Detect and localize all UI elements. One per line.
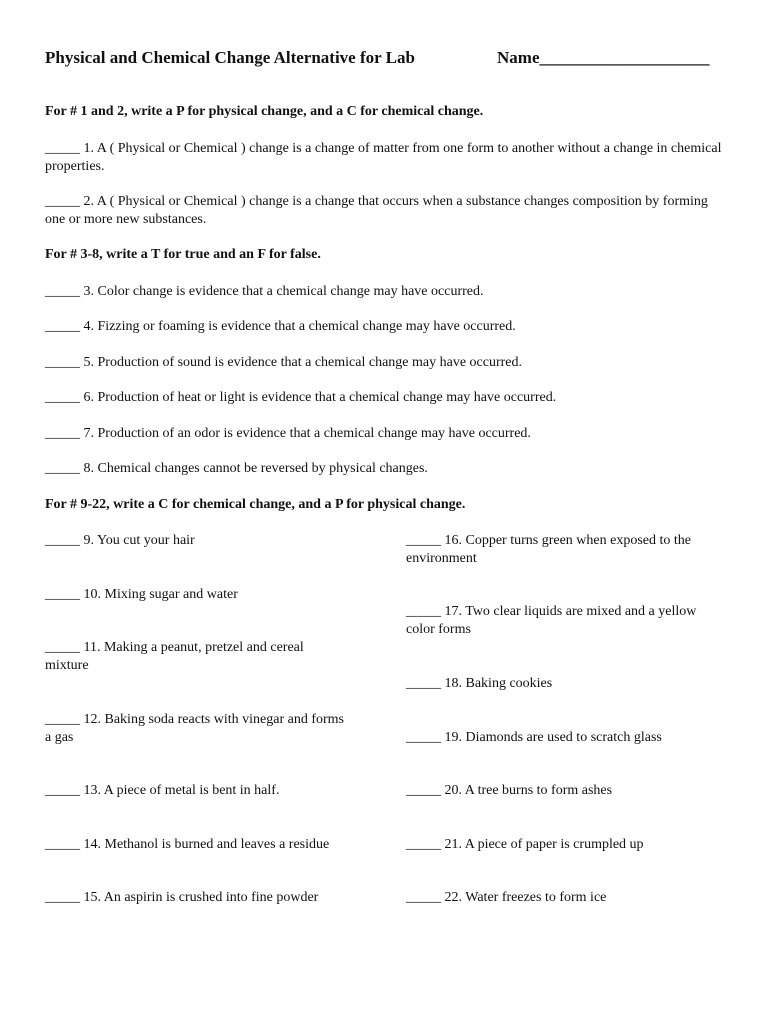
question-1: _____ 1. A ( Physical or Chemical ) change is a change of matter from one form to another without a change in chemical properties. (45, 141, 722, 174)
worksheet-title: Physical and Chemical Change Alternative for Lab (45, 48, 415, 67)
question-11: _____ 11. Making a peanut, pretzel and cereal mixture (45, 640, 304, 673)
question-15: _____ 15. An aspirin is crushed into fine powder (45, 890, 319, 905)
question-18: _____ 18. Baking cookies (406, 676, 553, 691)
name-field-label: Name____________________ (497, 48, 710, 67)
question-3: _____ 3. Color change is evidence that a chemical change may have occurred. (45, 284, 484, 299)
question-17: _____ 17. Two clear liquids are mixed and a yellow color forms (406, 604, 697, 637)
question-5: _____ 5. Production of sound is evidence that a chemical change may have occurred. (45, 355, 523, 370)
question-10: _____ 10. Mixing sugar and water (45, 587, 238, 602)
question-2: _____ 2. A ( Physical or Chemical ) change is a change that occurs when a substance changes composition by forming one or more new substances. (45, 194, 708, 227)
question-4: _____ 4. Fizzing or foaming is evidence that a chemical change may have occurred. (45, 319, 516, 334)
section-1-instruction: For # 1 and 2, write a P for physical change, and a C for chemical change. (45, 104, 484, 119)
question-21: _____ 21. A piece of paper is crumpled up (406, 837, 644, 852)
question-22: _____ 22. Water freezes to form ice (406, 890, 607, 905)
question-8: _____ 8. Chemical changes cannot be reversed by physical changes. (45, 461, 428, 476)
question-13: _____ 13. A piece of metal is bent in half. (45, 783, 280, 798)
question-9: _____ 9. You cut your hair (45, 533, 195, 548)
question-12: _____ 12. Baking soda reacts with vinegar and forms a gas (45, 712, 344, 745)
section-3-instruction: For # 9-22, write a C for chemical change, and a P for physical change. (45, 497, 466, 512)
section-2-instruction: For # 3-8, write a T for true and an F for false. (45, 247, 321, 262)
question-14: _____ 14. Methanol is burned and leaves a residue (45, 837, 330, 852)
question-16: _____ 16. Copper turns green when exposed to the environment (406, 533, 691, 566)
question-7: _____ 7. Production of an odor is evidence that a chemical change may have occurred. (45, 426, 531, 441)
question-19: _____ 19. Diamonds are used to scratch glass (406, 730, 662, 745)
question-6: _____ 6. Production of heat or light is evidence that a chemical change may have occurred. (45, 390, 557, 405)
question-20: _____ 20. A tree burns to form ashes (406, 783, 613, 798)
